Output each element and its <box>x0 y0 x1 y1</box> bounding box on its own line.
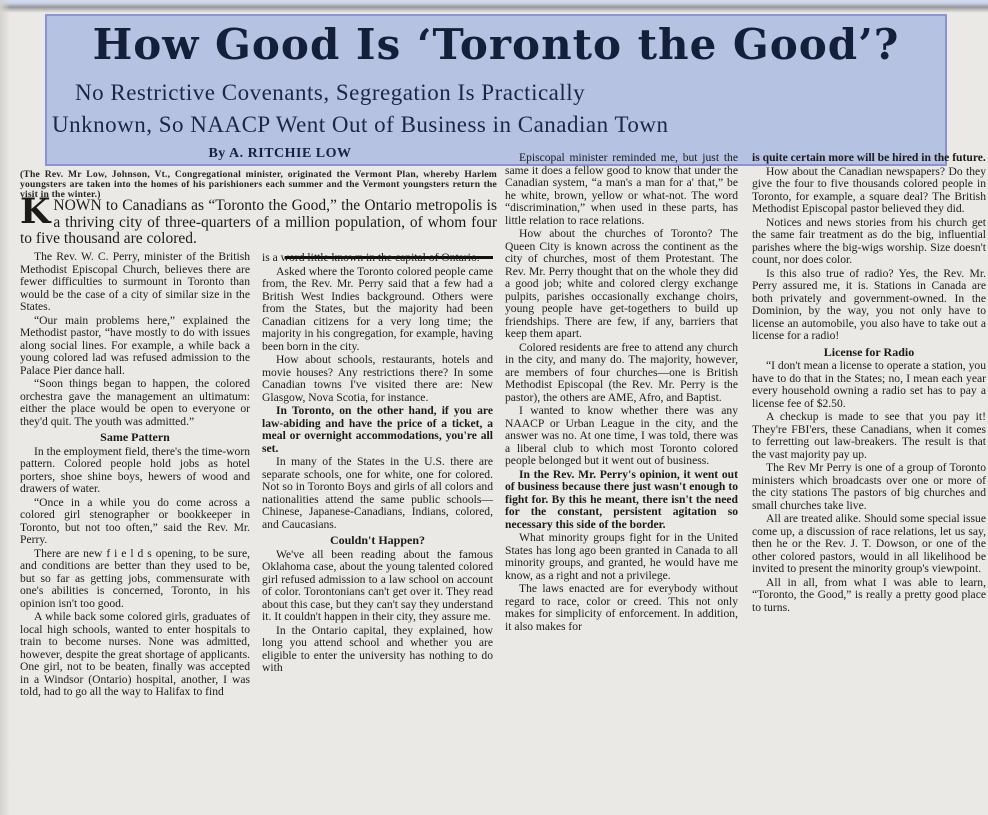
column-4 <box>752 152 986 815</box>
body-paragraph: “Soon things began to happen, the colored orchestra gave the management an ultimatum: either the place would be open to everyone or they'd quit. The youth was admitted.” <box>20 377 250 428</box>
body-paragraph: I wanted to know whether there was any NAACP or Urban League in the city, and the answer was no. At one time, I was told, there was a liberal club to which most Toronto colored people belonged but it went out of business. <box>505 404 738 467</box>
body-paragraph: is quite certain more will be hired in the future. <box>752 152 986 164</box>
body-paragraph: There are new f i e l d s opening, to be sure, and conditions are better than they used to be, but so far as getting jobs, commensurate with one's abilities is concerned, Toronto, in his opinion isn't too good. <box>20 546 250 610</box>
body-paragraph: Colored residents are free to attend any church in the city, and many do. The majority, however, are members of four churches—one is British Methodist Episcopal (the Rev. Mr. Perry is the pastor), the others are AME, Afro, and Baptist. <box>505 340 738 404</box>
body-paragraph: In the Rev. Mr. Perry's opinion, it went out of business because there just wasn't enough to fight for. By this he meant, there isn't the need for the constant, persistent agitation so necessary this side of the border. <box>505 467 738 531</box>
body-paragraph: In the Ontario capital, they explained, how long you attend school and whether you are eligible to enter the university has nothing to do with <box>262 623 493 674</box>
section-subhead: Same Pattern <box>100 430 170 444</box>
column-1 <box>20 251 250 815</box>
body-paragraph: What minority groups fight for in the United States has long ago been granted in Canada to all minority groups, and granted, he would have me know, as a right and not a privilege. <box>505 531 738 582</box>
body-paragraph: The laws enacted are for everybody without regard to race, color or creed. This not only makes for simplicity of enforcement. In addition, it also makes for <box>505 582 738 633</box>
body-paragraph: All in all, from what I was able to learn, “Toronto, the Good,” is really a pretty good place to turns. <box>752 575 986 614</box>
drop-cap: K <box>20 191 51 232</box>
body-paragraph: A while back some colored girls, graduates of local high schools, wanted to enter hospitals to train to become nurses. None was admitted, however, despite the great shortage of applicants. One girl, not to be beaten, finally was accepted in a Windsor (Ontario) hospital, another, I was told, had to go all the way to Halifax to find <box>20 610 250 698</box>
article-subtitle-line-2: Unknown, So NAACP Went Out of Business in Canadian Town <box>52 112 669 137</box>
body-paragraph: A checkup is made to see that you pay it! They're FBI'ers, these Canadians, when it comes to ferretting out law-breakers. The result is that the vast majority pay up. <box>752 410 986 461</box>
column-3 <box>505 152 738 815</box>
article-subtitle-line-1: No Restrictive Covenants, Segregation Is Practically <box>75 80 586 105</box>
column-2 <box>262 252 493 815</box>
editor-note: (The Rev. Mr Low, Johnson, Vt., Congregational minister, originated the Vermont Plan, whereby Harlem youngsters are taken into the homes of his parishioners each summer and the Vermont youngsters return the visit in the winter.) <box>20 169 497 200</box>
scan-edge-shadow <box>0 0 10 815</box>
window-top-edge <box>0 0 988 13</box>
body-paragraph: The Rev Mr Perry is one of a group of Toronto ministers which broadcasts over one or more of the city stations The pastors of big churches and small churches take live. <box>752 461 986 512</box>
article-byline: By A. RITCHIE LOW <box>208 146 352 161</box>
body-paragraph: “Once in a while you do come across a colored girl stenographer or bookkeeper in Toronto, but not too often,” said the Rev. Mr. Perry. <box>20 495 250 546</box>
body-paragraph: We've all been reading about the famous Oklahoma case, about the young talented colored girl refused admission to a law school on account of color. Torontonians can't get over it. They read about this case, but they can't say they understand it. It couldn't happen in their city, they assure me. <box>262 547 493 623</box>
body-paragraph: How about schools, restaurants, hotels and movie houses? Any restrictions there? In some Canadian towns I've visited there are: New Glasgow, Nova Scotia, for instance. <box>262 353 493 404</box>
body-paragraph: Is this also true of radio? Yes, the Rev. Mr. Perry assured me, it is. Stations in Canada are both privately and government-owned. In the Dominion, by the way, you not only have to license an automobile, you also have to take out a license for a radio! <box>752 266 986 342</box>
body-paragraph: How about the churches of Toronto? The Queen City is known across the continent as the city of churches, most of them Protestant. The Rev. Mr. Perry thought that on the whole they did a good job; white and colored clergy exchange pulpits, parishes occasionally exchange choirs, young people have get-togethers to build up friendships. There are few, if any, barriers that keep them apart. <box>505 227 738 340</box>
body-paragraph: All are treated alike. Should some special issue come up, a discussion of race relations, let us say, then he or the Rev. J. T. Dowson, or one of the other colored pastors, would in all likelihood be invited to present the minority group's viewpoint. <box>752 512 986 575</box>
article-headline: How Good Is ‘Toronto the Good’? <box>92 20 900 69</box>
body-paragraph: Notices and news stories from his church get the same fair treatment as do the big, influential parishes where the big-wigs worship. Size doesn't count, nor does color. <box>752 215 986 266</box>
body-paragraph: In the employment field, there's the time-worn pattern. Colored people hold jobs as hotel porters, shoe shine boys, hewers of wood and drawers of water. <box>20 444 250 495</box>
section-subhead: Couldn't Happen? <box>329 533 426 547</box>
body-paragraph: In Toronto, on the other hand, if you are law-abiding and have the price of a ticket, a meal or overnight accommodations, you're all set. <box>262 404 493 455</box>
body-paragraph: Episcopal minister reminded me, but just the same it does a fellow good to know that under the Canadian system, “a man's a man for a' that,” be he white, brown, yellow or what-not. The word “discrimination,” when used in these parts, has little relation to race relations. <box>505 152 738 227</box>
body-paragraph: In many of the States in the U.S. there are separate schools, one for white, one for colored. Not so in Toronto Boys and girls of all colors and nationalities attend the same public schools—Chinese, Japanese-Canadians, Indians, colored, and Caucasians. <box>262 455 493 531</box>
section-subhead: License for Radio <box>823 344 915 359</box>
body-paragraph: “Our main problems here,” explained the Methodist pastor, “have mostly to do with issues along social lines. For example, a while back a young colored lad was refused admission to the Palace Pier dance hall. <box>20 313 250 377</box>
lead-paragraph <box>20 191 497 248</box>
lead-text: NOWN to Canadians as “Toronto the Good,” the Ontario metropolis is a thriving city of three-quarters of a million population, of whom four to five thousand are colored. <box>20 197 497 247</box>
body-paragraph: The Rev. W. C. Perry, minister of the British Methodist Episcopal Church, believes there are fewer difficulties to surmount in Toronto than would be the case of a city of similar size in the States. <box>20 251 250 313</box>
body-paragraph: is a word little known in the capital of Ontario. <box>262 252 480 264</box>
body-paragraph: “I don't mean a license to operate a station, you have to do that in the States; no, I mean each year every household owning a radio set has to pay a license fee of $2.50. <box>752 359 986 410</box>
body-paragraph: How about the Canadian newspapers? Do they give the four to five thousands colored people in Toronto, for example, a square deal? The British Methodist Episcopal pastor believed they did. <box>752 164 986 215</box>
body-paragraph: Asked where the Toronto colored people came from, the Rev. Mr. Perry said that a few had a British West Indies background. Others were from the States, but the majority had been Canadian citizens for a very long time; the majority in his congregation, for example, having been born in the city. <box>262 264 493 353</box>
